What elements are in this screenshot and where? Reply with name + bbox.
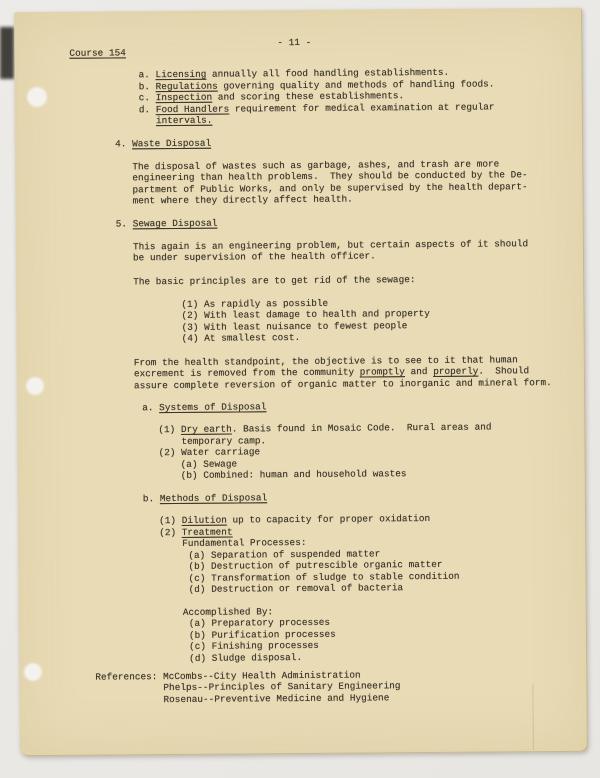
text-segment: engineering than health problems. They should be conducted by the De- bbox=[132, 169, 528, 184]
list-item-continuation bbox=[181, 436, 266, 447]
list-item bbox=[189, 583, 404, 595]
text-segment: and scoring these establishments. bbox=[212, 90, 405, 103]
page-number bbox=[277, 38, 311, 48]
text-segment: c. bbox=[138, 92, 156, 104]
text-segment: (a) Separation of suspended matter bbox=[188, 547, 381, 561]
text-segment: Rosenau--Preventive Medicine and Hygiene bbox=[163, 691, 390, 705]
paragraph-line bbox=[133, 251, 376, 263]
text-segment: 5. bbox=[115, 218, 133, 230]
text-segment: Fundamental Processes: bbox=[182, 536, 307, 549]
paragraph-line bbox=[134, 378, 552, 391]
text-segment: Systems of Disposal bbox=[159, 401, 267, 414]
section-heading bbox=[115, 138, 211, 149]
list-item bbox=[182, 333, 301, 344]
text-segment: governing quality and methods of handling foods. bbox=[217, 77, 495, 92]
text-segment: intervals. bbox=[155, 114, 213, 127]
text-segment: properly bbox=[433, 365, 479, 377]
text-segment: Methods of Disposal bbox=[159, 491, 268, 504]
text-segment: - 11 - bbox=[277, 36, 312, 49]
reference-line bbox=[163, 693, 389, 705]
text-segment: (b) Combined: human and household wastes bbox=[180, 468, 407, 481]
text-segment: Accomplished By: bbox=[182, 605, 274, 618]
text-segment: assure complete reversion of organic matter to inorganic and mineral form. bbox=[133, 376, 552, 391]
list-item bbox=[158, 423, 491, 436]
text-segment: The disposal of wastes such as garbage, ashes, and trash are more bbox=[132, 157, 500, 172]
punch-hole bbox=[27, 378, 43, 394]
list-item bbox=[181, 459, 238, 469]
list-item bbox=[189, 618, 330, 629]
text-segment: Licensing bbox=[155, 68, 207, 81]
scan-dark-patch bbox=[0, 27, 14, 79]
text-segment: Food Handlers bbox=[155, 103, 230, 115]
text-segment: Waste Disposal bbox=[132, 137, 212, 149]
text-segment: Inspection bbox=[155, 91, 213, 104]
list-item bbox=[188, 571, 459, 583]
text-segment: 4. bbox=[115, 137, 133, 149]
text-segment: b. bbox=[138, 80, 156, 92]
list-item bbox=[159, 514, 430, 526]
list-item bbox=[181, 469, 407, 481]
punch-hole bbox=[25, 664, 41, 680]
text-segment: Dry earth bbox=[180, 423, 232, 435]
list-item bbox=[139, 79, 495, 92]
list-item bbox=[139, 102, 495, 115]
text-segment: (c) Transformation of sludge to stable condition bbox=[188, 570, 460, 584]
text-segment: partment of Public Works, and only be supervised by the health depart- bbox=[132, 180, 528, 195]
list-item bbox=[182, 321, 408, 333]
text-segment: Treatment bbox=[181, 526, 233, 538]
text-segment: and bbox=[404, 365, 434, 378]
text-segment: d. bbox=[138, 103, 156, 115]
list-item bbox=[189, 629, 336, 640]
text-segment: a. bbox=[138, 69, 156, 81]
text-segment: b. bbox=[142, 492, 160, 504]
subsection-heading bbox=[142, 402, 266, 413]
list-item bbox=[181, 298, 328, 309]
text-segment: (c) Finishing processes bbox=[189, 639, 319, 652]
text-segment: References: McCombs--City Health Administration bbox=[95, 669, 361, 683]
list-label bbox=[182, 538, 306, 549]
text-segment: requirement for medical examination at regular bbox=[229, 100, 495, 115]
text-segment: Course 154 bbox=[69, 46, 126, 59]
paper-page bbox=[14, 8, 588, 756]
text-segment: (d) Destruction or removal of bacteria bbox=[188, 582, 404, 595]
text-segment: promptly bbox=[359, 366, 405, 378]
text-segment: The basic principles are to get rid of the sewage: bbox=[133, 274, 416, 288]
text-segment: Sewage Disposal bbox=[132, 217, 218, 230]
text-segment: a. bbox=[142, 402, 160, 414]
text-segment: be under supervision of the health officer. bbox=[132, 250, 376, 264]
list-item bbox=[159, 527, 232, 538]
text-segment: This again is an engineering problem, but certain aspects of it should bbox=[132, 237, 529, 252]
text-segment: temporary camp. bbox=[181, 434, 267, 447]
list-item bbox=[189, 653, 302, 664]
list-item bbox=[159, 447, 261, 458]
text-segment: (a) Sewage bbox=[180, 458, 238, 470]
text-segment: (b) Destruction of putrescible organic matter bbox=[188, 558, 443, 572]
text-segment: Dilution bbox=[181, 514, 227, 526]
section-heading bbox=[116, 219, 218, 230]
text-segment: . Basis found in Mosaic Code. Rural areas and bbox=[231, 421, 492, 435]
text-segment: (d) Sludge disposal. bbox=[189, 651, 303, 664]
list-item bbox=[189, 641, 319, 652]
paragraph-line bbox=[133, 275, 415, 287]
text-segment: Regulations bbox=[155, 80, 218, 92]
text-segment: (2) Water carriage bbox=[158, 446, 261, 459]
text-segment: (1) bbox=[158, 423, 182, 436]
text-segment: (2) bbox=[159, 526, 182, 538]
paragraph-line bbox=[133, 195, 353, 207]
text-segment: From the health standpoint, the objective is to see to it that human bbox=[133, 353, 518, 368]
text-segment: (3) With least nuisance to fewest people bbox=[181, 319, 408, 333]
text-segment: up to capacity for proper oxidation bbox=[226, 512, 431, 526]
subsection-heading bbox=[143, 493, 267, 504]
text-segment: (a) Preparatory processes bbox=[188, 616, 331, 629]
list-label bbox=[183, 607, 273, 618]
text-segment: (1) As rapidly as possible bbox=[181, 297, 329, 310]
text-segment: (2) With least damage to health and property bbox=[181, 307, 430, 321]
text-segment: (1) bbox=[159, 514, 182, 527]
text-segment: Phelps--Principles of Sanitary Engineering bbox=[163, 680, 401, 694]
text-segment: . Should bbox=[478, 365, 530, 377]
text-layer bbox=[14, 8, 588, 756]
text-segment: (4) At smallest cost. bbox=[181, 332, 301, 344]
punch-hole bbox=[28, 88, 46, 106]
text-segment: annually all food handling establishments. bbox=[206, 66, 450, 80]
text-segment: excrement is removed from the community bbox=[133, 366, 360, 380]
list-item-continuation bbox=[156, 116, 213, 126]
text-segment: (b) Purification processes bbox=[188, 628, 336, 641]
text-segment: ment where they directly affect health. bbox=[132, 193, 353, 207]
course-label bbox=[69, 48, 126, 58]
